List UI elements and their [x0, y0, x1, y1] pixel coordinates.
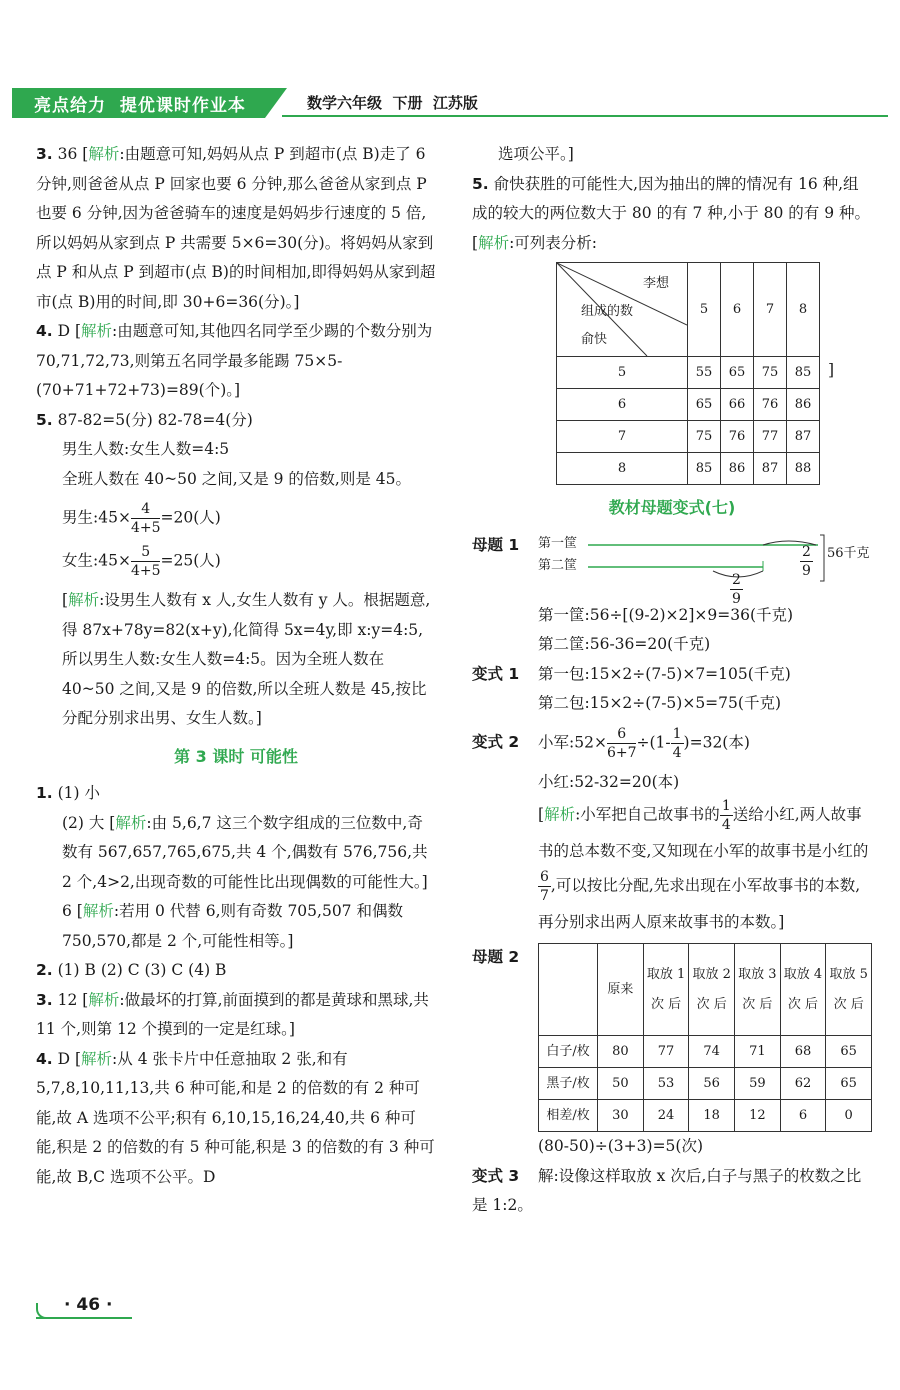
left-column — [36, 140, 436, 1192]
total-line: 全班人数在 40~50 之间,又是 9 的倍数,则是 45。 — [62, 469, 412, 488]
frac-2-9b: $\frac{2}{9}$ — [732, 571, 741, 607]
b2-line1: 变式 2 小军:52× $\frac{6}{6+7}$ ÷(1- $\frac{1}{4}$ )=32(本) — [472, 725, 750, 761]
b1-line1: 变式 1 第一包:15×2÷(7-5)×7=105(千克) — [472, 664, 791, 683]
page-footer — [36, 1295, 132, 1319]
col-head: 8 — [787, 263, 820, 357]
answer-4: 4. D [解析:由题意可知,其他四名同学至少踢的个数分别为 70,71,72,73,则第五名同学最多能踢 75×5-(70+71+72+73)=89(个)。] — [36, 322, 433, 399]
analysis-5: [解析:设男生人数有 x 人,女生人数有 y 人。根据题意,得 87x+78y=82(x+y),化简得 5x=4y,即 x:y=4:5,所以男生人数:女生人数=4:5。因为全班人数在 40~50 之间,又是 9 的倍数,所以全班人数是 45,按比分配分别求出男、女生人数。] — [62, 591, 431, 727]
diag-header — [557, 263, 688, 357]
b1-line2: 第二包:15×2÷(7-5)×5=75(千克) — [538, 694, 781, 712]
answer-3: 3. 36 [解析:由题意可知,妈妈从点 P 到超市(点 B)走了 6 分钟,则爸爸从点 P 回家也要 6 分钟,那么爸爸从家到点 P 也要 6 分钟,因为爸爸骑车的速度是妈妈步行速度的 5 倍,所以妈妈从家到点 P 共需要 5×6=30(分)。将妈妈从家到点 P 和从点 P 到超市(点 B)的时间相加,即得妈妈从家到超市(点 B)用的时间,即 30+6=36(分)。] — [36, 145, 436, 311]
table-row: 8 85 86 87 88 — [557, 453, 820, 485]
m1-line1: 第一筐:56÷[(9-2)×2]×9=36(千克) — [538, 605, 794, 624]
table-row: 6 65 66 76 86 — [557, 389, 820, 421]
page-number: · 46 · — [64, 1295, 113, 1315]
s-answer-1b: (2) 大 [解析:由 5,6,7 这三个数字组成的三位数中,奇数有 567,657,765,675,共 4 个,偶数有 576,756,共 2 个,4>2,出现奇数的可能性比出现偶数的可能性大。] — [62, 813, 428, 891]
table-row: 5 55 65 75 85 — [557, 357, 820, 389]
m2-calc: (80-50)÷(3+3)=5(次) — [538, 1137, 704, 1155]
label-m1: 母题 1 — [472, 535, 520, 554]
s-answer-1c: 6 [解析:若用 0 代替 6,则有奇数 705,507 和偶数 750,570,都是 2 个,可能性相等。] — [62, 902, 403, 950]
col-head: 6 — [721, 263, 754, 357]
table-row: 相差/枚 30 24 18 12 6 0 — [539, 1100, 872, 1132]
weight-label: 56千克 — [827, 545, 870, 561]
b3-line: 变式 3 解:设像这样取放 x 次后,白子与黑子的枚数之比是 1:2。 — [472, 1166, 862, 1214]
diagram-m1 — [472, 531, 872, 607]
header-yu: 俞快 — [581, 332, 608, 347]
section-title-3: 第 3 课时 可能性 — [174, 746, 298, 766]
m1-line2: 第二筐:56-36=20(千克) — [538, 635, 711, 653]
bracket-close: ] — [828, 361, 835, 379]
table-count: 原来 取放 1次 后 取放 2次 后 取放 3次 后 取放 4次 后 取放 5次 后 白子/枚 80 77 74 71 68 65 黑子/枚 50 53 56 59 62 65 相差/枚 30 24 18 12 6 0 — [538, 943, 872, 1132]
b2-analysis: [解析:小军把自己故事书的 $\frac{1}{4}$ 送给小红,两人故事书的总本数不变,又知现在小军的故事书是小红的 $\frac{6}{7}$ ,可以按比分配,先求出现在小军故事书的本数,再分别求出两人原来故事书的本数。] — [538, 798, 869, 931]
b2-line2: 小红:52-32=20(本) — [538, 772, 680, 791]
col-head: 5 — [688, 263, 721, 357]
s-answer-4: 4. D [解析:从 4 张卡片中任意抽取 2 张,和有 5,7,8,10,11,13,共 6 种可能,和是 2 的倍数的有 2 种可能,故 A 选项不公平;积有 6,10,15,16,24,40,共 6 种可能,积是 2 的倍数的有 5 种可能,积是 3 的倍数的有 3 种可能,故 B,C 选项不公平。D — [36, 1049, 435, 1186]
table-possibility — [556, 262, 872, 485]
answer-r5: 5. 俞快获胜的可能性大,因为抽出的牌的情况有 16 种,组成的较大的两位数大于 80 的有 7 种,小于 80 的有 9 种。 [解析:可列表分析: — [472, 174, 871, 252]
right-column — [472, 140, 872, 1221]
answer-5: 5. 87-82=5(分) 82-78=4(分) — [36, 410, 253, 429]
ratio-line: 男生人数:女生人数=4:5 — [62, 440, 230, 458]
s-answer-2: 2. (1) B (2) C (3) C (4) B — [36, 961, 227, 979]
section-title-7: 教材母题变式(七) — [608, 498, 736, 517]
s-answer-1: 1. (1) 小 — [36, 784, 101, 802]
s-answer-3: 3. 12 [解析:做最坏的打算,前面摸到的都是黄球和黑球,共 11 个,则第 12 个摸到的一定是红球。] — [36, 990, 429, 1038]
m2-block — [472, 943, 872, 1132]
basket-1-label: 第一筐 — [538, 535, 578, 551]
table-row: 白子/枚 80 77 74 71 68 65 — [539, 1036, 872, 1068]
frac-2-9a: $\frac{2}{9}$ — [802, 543, 811, 579]
col-head: 7 — [754, 263, 787, 357]
boy-calc: 男生:45× $\frac{4}{4+5}$ =20(人) — [62, 501, 221, 536]
header-rule — [282, 115, 888, 117]
page-header — [12, 88, 888, 118]
table-row: 7 75 76 77 87 — [557, 421, 820, 453]
book-title: 亮点给力 提优课时作业本 — [34, 96, 246, 116]
continued-text: 选项公平。] — [498, 145, 574, 163]
label-m2: 母题 2 — [472, 948, 520, 966]
basket-2-label: 第二筐 — [538, 557, 578, 573]
header-li: 李想 — [642, 276, 669, 291]
table-row: 黑子/枚 50 53 56 59 62 65 — [539, 1068, 872, 1100]
book-subtitle: 数学六年级 下册 江苏版 — [307, 94, 478, 112]
girl-calc: 女生:45× $\frac{5}{4+5}$ =25(人) — [62, 544, 221, 579]
header-mid: 组成的数 — [581, 304, 634, 319]
footer-rule — [36, 1317, 132, 1319]
